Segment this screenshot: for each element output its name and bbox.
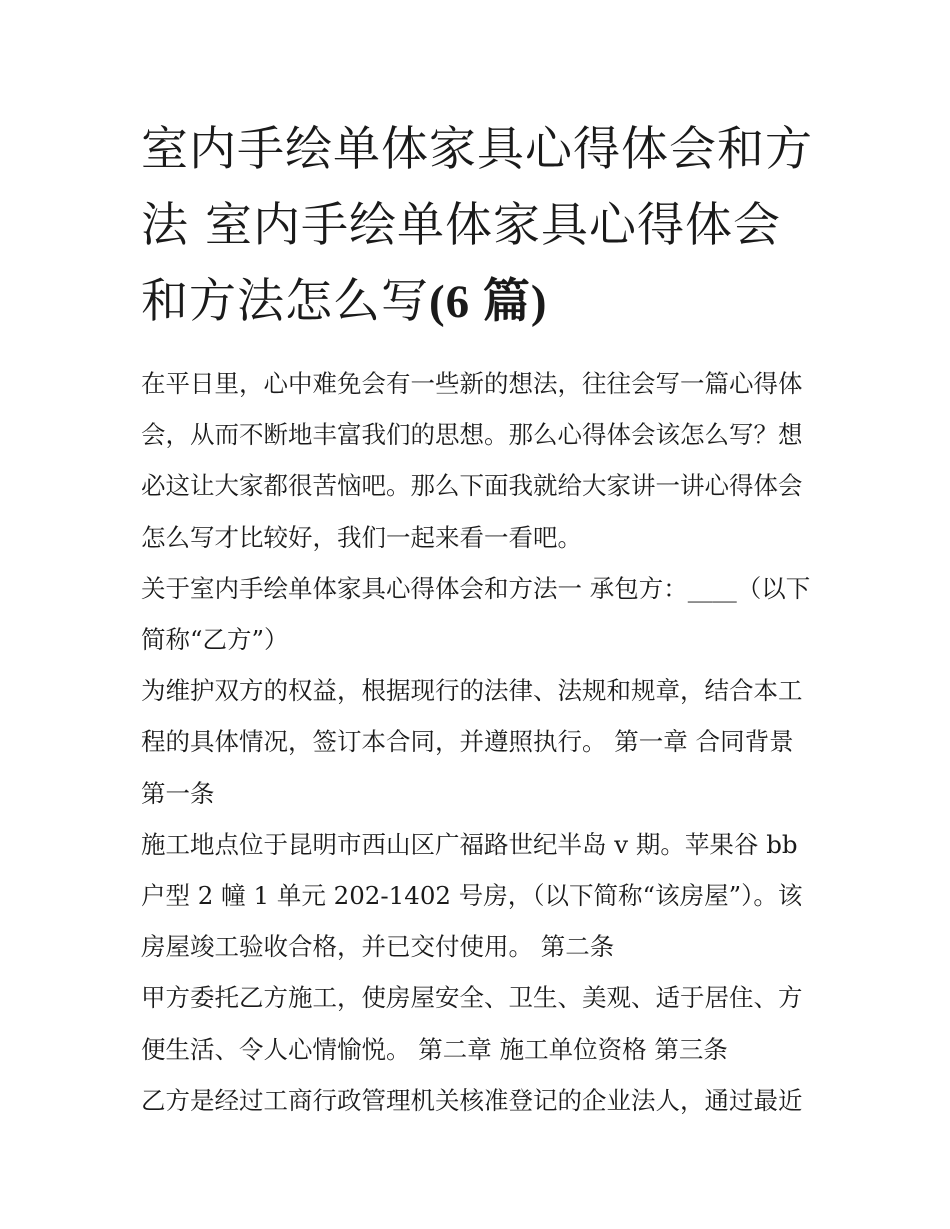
- paragraph-location: 施工地点位于昆明市西山区广福路世纪半岛 v 期。苹果谷 bb 户型 2 幢 1 单元 202-1402 号房，（以下简称“该房屋”）。该房屋竣工验收合格，并已交付使用。 第二条: [141, 829, 803, 962]
- paragraph-purpose: 为维护双方的权益，根据现行的法律、法规和规章，结合本工程的具体情况，签订本合同，并遵照执行。 第一章 合同背景 第一条: [141, 676, 803, 808]
- document-page: [141, 112, 813, 1126]
- document-body: [141, 358, 813, 1126]
- paragraph-qualification: 乙方是经过工商行政管理机关核准登记的企业法人，通过最近: [141, 1085, 803, 1115]
- paragraph-contractor: 关于室内手绘单体家具心得体会和方法一 承包方：____（以下简称“乙方”）: [141, 573, 811, 655]
- paragraph-intro: 在平日里，心中难免会有一些新的想法，往往会写一篇心得体会，从而不断地丰富我们的思想。那么心得体会该怎么写？想必这让大家都很苦恼吧。那么下面我就给大家讲一讲心得体会怎么写才比较好，我们一起来看一看吧。: [141, 369, 803, 552]
- document-title: [141, 112, 813, 340]
- title-main: 室内手绘单体家具心得体会和方法 室内手绘单体家具心得体会和方法怎么写: [141, 122, 813, 329]
- paragraph-commission: 甲方委托乙方施工，使房屋安全、卫生、美观、适于居住、方便生活、令人心情愉悦。 第二章 施工单位资格 第三条: [141, 983, 803, 1064]
- title-count: (6 篇): [429, 276, 548, 328]
